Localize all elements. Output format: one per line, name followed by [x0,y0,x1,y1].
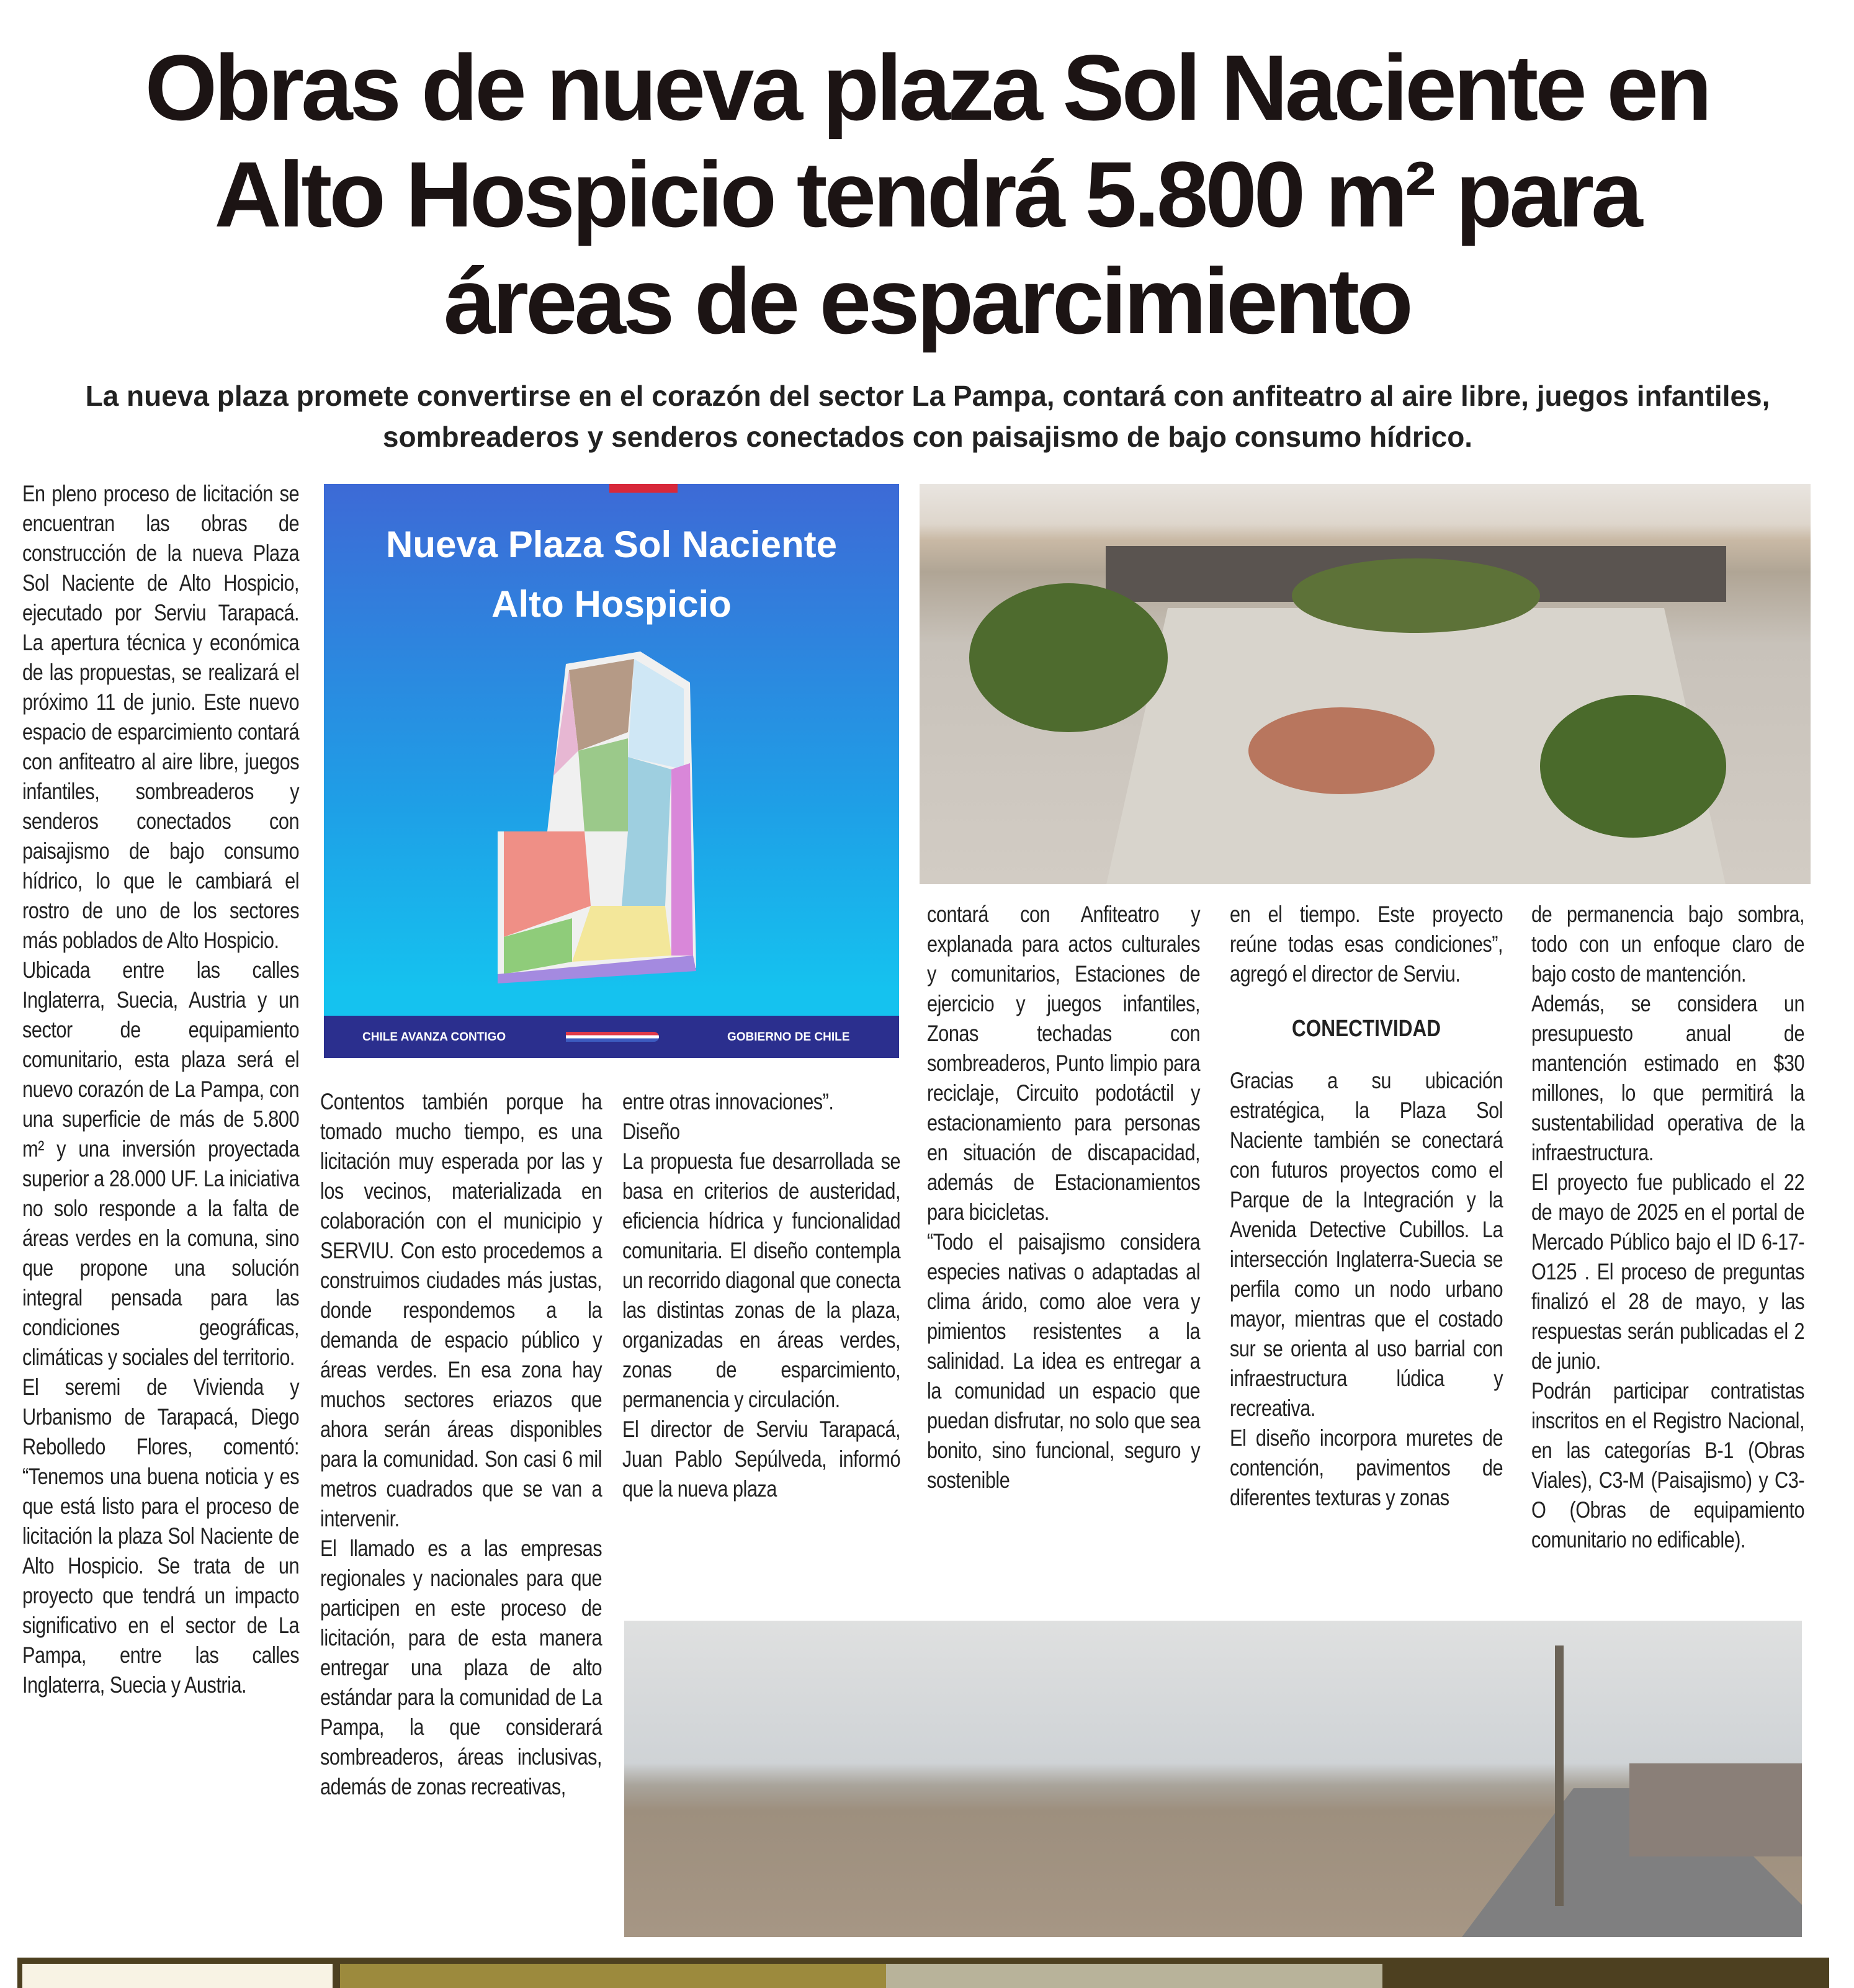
column-4 [927,900,1200,1495]
plaza-poster-image [324,484,899,1058]
headline [37,34,1817,354]
column-2 [320,1087,602,1802]
banner-panel [340,1964,898,1988]
paragraph: El llamado es a las empresas regionales y nacionales para que participen en este proceso de licitación, para de esta manera entregar una plaza de alto estándar para la comunidad de La Pampa, la que considerará sombreaderos, áreas inclusivas, además de zonas recreativas, [320,1536,602,1799]
paragraph: de permanencia bajo sombra, todo con un enfoque claro de bajo costo de mantención. [1531,902,1805,987]
poster-slogan: CHILE AVANZA CONTIGO [362,1031,506,1044]
banner-panel [22,1964,333,1988]
paragraph: Podrán participar contratistas inscritos en el Registro Nacional, en las categorías B-1 (Obras Viales), C3-M (Paisajismo) y C3-O (Obras de equipamiento comunitario no edificable). [1531,1378,1805,1552]
poster-government-logo: GOBIERNO DE CHILE [727,1031,850,1044]
poster-footer [324,1016,899,1058]
section-heading: CONECTIVIDAD [1291,1016,1441,1042]
poster-title [324,515,899,634]
headline-line-2: Alto Hospicio tendrá 5.800 m² para [214,142,1640,246]
headline-line-3: áreas de esparcimiento [444,249,1410,353]
houses [1629,1763,1802,1856]
paragraph: La propuesta fue desarrollada se basa en criterios de austeridad, eficiencia hídrica y funcionalidad comunitaria. El diseño contempla un recorrido diagonal que conecta las distintas zonas de la plaza, organizadas en áreas verdes, zonas de esparcimiento, permanencia y circulación. [622,1148,901,1412]
column-5 [1230,900,1503,1513]
site-plan-map [485,645,746,1005]
paragraph: El diseño incorpora muretes de contención, pavimentos de diferentes texturas y zonas [1230,1425,1503,1510]
section-subheading: Diseño [622,1119,680,1144]
column-6 [1531,900,1804,1555]
poster-title-line-1: Nueva Plaza Sol Naciente [386,524,837,565]
paragraph: Contentos también porque ha tomado mucho tiempo, es una licitación muy esperada por las y los vecinos, materializada en colaboración con el municipio y SERVIU. Con esto procedemos a construimos ciudades más justas, donde respondemos a la demanda de espacio público y áreas verdes. En esa zona hay muchos sectores eriazos que ahora serán áreas disponibles para la comunidad. Son casi 6 mil metros cuadrados que se van a intervenir. [320,1089,602,1531]
paragraph: Gracias a su ubicación estratégica, la Plaza Sol Naciente también se conectará con futuros proyectos como el Parque de la Integración y la Avenida Detective Cubillos. La intersección Inglaterra-Suecia se perfila como un nodo urbano mayor, mientras que el costado sur se orienta al uso barrial con infraestructura lúdica y recreativa. [1230,1068,1503,1421]
subheadline: La nueva plaza promete convertirse en el corazón del sector La Pampa, contará con anfiteatro al aire libre, juegos infantiles, sombreaderos y senderos conectados con paisajismo de bajo consumo hídrico. [85,380,1770,453]
paragraph: en el tiempo. Este proyecto reúne todas esas condiciones”, agregó el director de Serviu. [1230,902,1503,987]
chile-flag-stripe [566,1032,659,1042]
paragraph: entre otras innovaciones”. [622,1089,834,1114]
playground [1248,707,1435,794]
paragraph: En pleno proceso de licitación se encuentran las obras de construcción de la nueva Plaza Sol Naciente de Alto Hospicio, ejecutado por Serviu Tarapacá. La apertura técnica y económica de las propuestas, se realizará el próximo 11 de junio. Este nuevo espacio de esparcimiento contará con anfiteatro al aire libre, juegos infantiles, sombreaderos y senderos conectados con paisajismo de bajo consumo hídrico, lo que le cambiará el rostro de uno de los sectores más poblados de Alto Hospicio. [22,481,300,953]
flag-tab [609,484,678,493]
column-1 [22,479,299,1700]
paragraph: Ubicada entre las calles Inglaterra, Suecia, Austria y un sector de equipamiento comunitario, esta plaza será el nuevo corazón de La Pampa, con una superficie de más de 5.800 m² y una inversión proyectada superior a 28.000 UF. La iniciativa no solo responde a la falta de áreas verdes en la comuna, sino que propone una solución integral pensada para las condiciones geográficas, climáticas y sociales del territorio. [22,957,300,1370]
next-article-banner [17,1958,1829,1988]
paragraph: contará con Anfiteatro y explanada para actos culturales y comunitarios, Estaciones de ejercicio y juegos infantiles, Zonas techadas con sombreaderos, Punto limpio para reciclaje, Circuito podotáctil y estacionamiento para personas en situación de discapacidad, además de Estacionamientos para bicicletas. [927,902,1201,1225]
column-3 [622,1087,900,1504]
paragraph: Además, se considera un presupuesto anual de mantención estimado en $30 millones, lo que permitirá la sustentabilidad operativa de la infraestructura. [1531,991,1805,1165]
paragraph: El seremi de Vivienda y Urbanismo de Tarapacá, Diego Rebolledo Flores, comentó: “Tenemos una buena noticia y es que está listo para el proceso de licitación la plaza Sol Naciente de Alto Hospicio. Se trata de un proyecto que tendrá un impacto significativo en el sector de La Pampa, entre las calles Inglaterra, Suecia y Austria. [22,1374,300,1698]
tree [1292,558,1540,633]
banner-photo [886,1964,1382,1988]
poster-title-line-2: Alto Hospicio [491,583,732,625]
paragraph: “Todo el paisajismo considera especies nativas o adaptadas al clima árido, como aloe vera y pimientos resistentes a la salinidad. La idea es entregar a la comunidad un espacio que puedan disfrutar, no solo que sea bonito, sino funcional, seguro y sostenible [927,1229,1201,1493]
plaza-render-image [920,484,1811,884]
tree [1540,695,1726,838]
paragraph: El director de Serviu Tarapacá, Juan Pablo Sepúlveda, informó que la nueva plaza [622,1417,901,1502]
site-street-photo [624,1621,1802,1937]
headline-line-1: Obras de nueva plaza Sol Naciente en [145,35,1709,140]
paragraph: El proyecto fue publicado el 22 de mayo de 2025 en el portal de Mercado Público bajo el ID 6-17-O125 . El proceso de preguntas finalizó el 28 de mayo, y las respuestas serán publicadas el 2 de junio. [1531,1170,1805,1374]
utility-pole [1555,1645,1564,1906]
tree [969,583,1168,732]
